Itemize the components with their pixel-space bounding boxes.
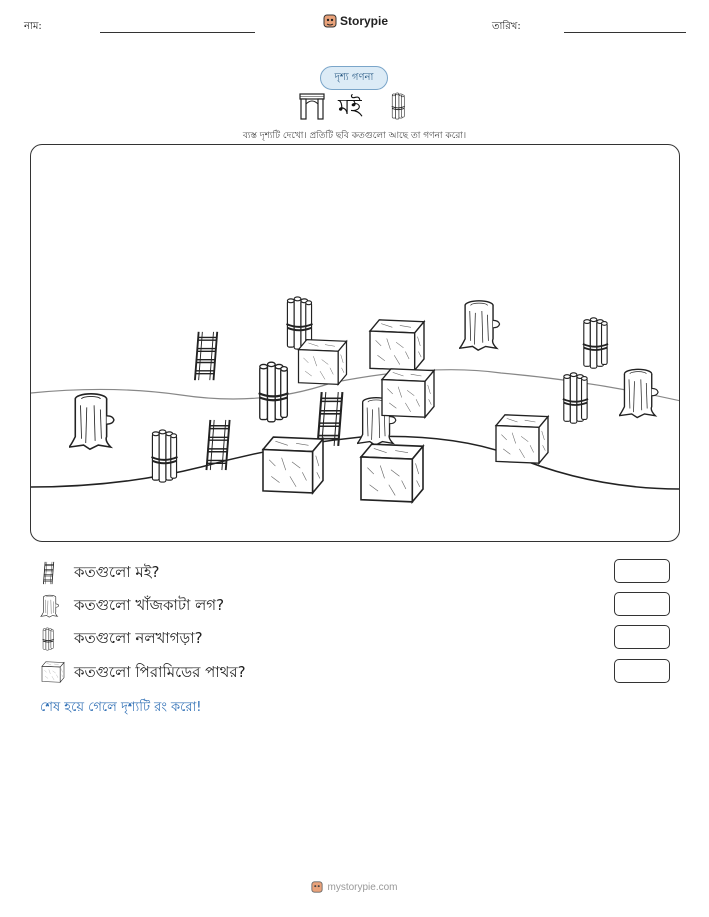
name-label: নাম: <box>24 21 42 32</box>
gate-icon <box>298 92 326 120</box>
stone-1 <box>299 340 347 385</box>
name-line[interactable] <box>100 32 255 33</box>
answer-box-stones[interactable] <box>614 659 670 683</box>
ladder-icon <box>40 561 58 585</box>
brand-name: Storypie <box>340 14 389 28</box>
date-label: তারিখ: <box>492 21 521 32</box>
stone-5 <box>361 444 423 502</box>
answer-box-reeds[interactable] <box>614 625 670 649</box>
instructions: ব্যস্ত দৃশ্যটি দেখো। প্রতিটি ছবি কতগুলো আছে তা গণনা করো। <box>242 131 467 141</box>
brand-logo <box>323 13 388 29</box>
reed-5 <box>563 373 588 423</box>
topic-tag: দৃশ্য গণনা <box>320 66 388 90</box>
question-text: কতগুলো পিরামিডের পাথর? <box>74 663 246 681</box>
answer-box-ladders[interactable] <box>614 559 670 583</box>
front-hill-line <box>31 436 680 489</box>
ladder-1 <box>195 332 217 380</box>
question-row <box>40 559 670 585</box>
question-row <box>40 659 670 685</box>
storypie-mascot-icon <box>311 880 323 894</box>
reed-bundle-title-icon <box>390 92 406 120</box>
page-title: মই <box>338 95 362 120</box>
stone-2 <box>370 320 424 370</box>
stone-6 <box>496 415 548 463</box>
reed-4 <box>583 318 608 368</box>
log-3 <box>619 369 658 417</box>
question-row <box>40 625 670 651</box>
reed-2 <box>259 362 289 422</box>
question-text: কতগুলো খাঁজকাটা লগ? <box>74 596 225 614</box>
title-row <box>0 90 709 122</box>
ladder-3 <box>318 392 343 446</box>
hollow-log-icon <box>40 594 60 618</box>
reed-3 <box>151 430 177 482</box>
storypie-mascot-icon <box>323 13 337 29</box>
footer-url[interactable]: mystorypie.com <box>327 881 398 893</box>
reed-bundle-icon <box>40 627 56 651</box>
log-2 <box>460 301 500 350</box>
answer-box-logs[interactable] <box>614 592 670 616</box>
pyramid-stone-icon <box>40 661 66 683</box>
stone-3 <box>382 369 434 417</box>
question-text: কতগুলো মই? <box>74 563 160 581</box>
stone-4 <box>263 437 323 493</box>
log-1 <box>69 394 114 449</box>
question-row <box>40 592 670 618</box>
finish-note: শেষ হয়ে গেলে দৃশ্যটি রং করো! <box>40 700 202 715</box>
footer <box>0 880 709 894</box>
counting-scene <box>30 144 680 542</box>
question-text: কতগুলো নলখাগড়া? <box>74 629 203 647</box>
date-line[interactable] <box>564 32 686 33</box>
scene-drawing <box>31 145 680 542</box>
